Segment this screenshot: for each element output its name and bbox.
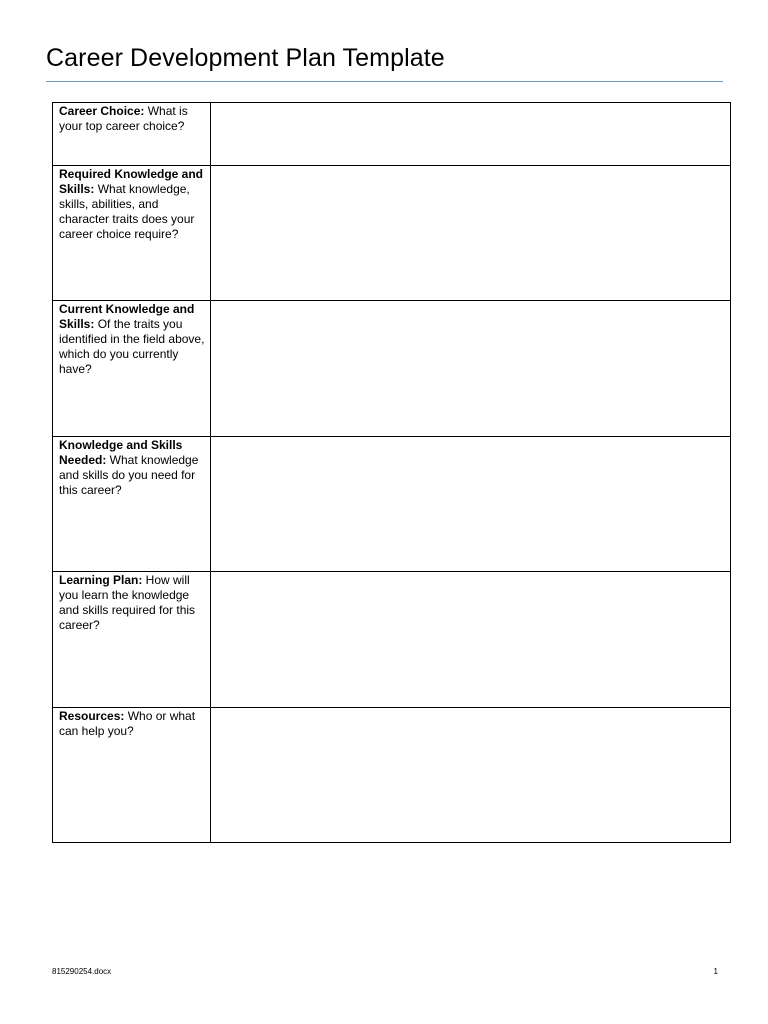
career-choice-input-cell[interactable] [211,103,731,166]
row-label: Current Knowledge and Skills: [59,302,195,331]
label-cell [53,166,211,301]
row-label: Required Knowledge and Skills: [59,167,204,196]
title-divider [46,81,723,82]
row-prompt: What is your top career choice? [59,104,188,133]
footer-page-number: 1 [713,967,718,976]
table-row-career-choice [53,103,731,166]
career-plan-table [52,102,731,843]
page-title: Career Development Plan Template [46,44,445,72]
row-prompt: Who or what can help you? [59,709,196,738]
row-prompt: Of the traits you identified in the field above, which do you currently have? [59,317,205,376]
footer-filename: 815290254.docx [52,967,112,976]
label-cell [53,572,211,708]
table-row-learning-plan [53,572,731,708]
table-row-knowledge-needed [53,437,731,572]
label-cell [53,708,211,843]
table-row-required-knowledge [53,166,731,301]
learning-plan-input-cell[interactable] [211,572,731,708]
row-prompt: What knowledge, skills, abilities, and character traits does your career choice require? [59,182,195,241]
row-label: Knowledge and Skills Needed: [59,438,183,467]
label-cell [53,437,211,572]
row-prompt: What knowledge and skills do you need for this career? [59,453,199,497]
row-label: Learning Plan: [59,573,143,587]
label-cell [53,301,211,437]
table-row-resources [53,708,731,843]
table-row-current-knowledge [53,301,731,437]
resources-input-cell[interactable] [211,708,731,843]
label-cell [53,103,211,166]
knowledge-needed-input-cell[interactable] [211,437,731,572]
current-knowledge-input-cell[interactable] [211,301,731,437]
row-label: Career Choice: [59,104,145,118]
row-label: Resources: [59,709,125,723]
required-knowledge-input-cell[interactable] [211,166,731,301]
row-prompt: How will you learn the knowledge and skills required for this career? [59,573,196,632]
